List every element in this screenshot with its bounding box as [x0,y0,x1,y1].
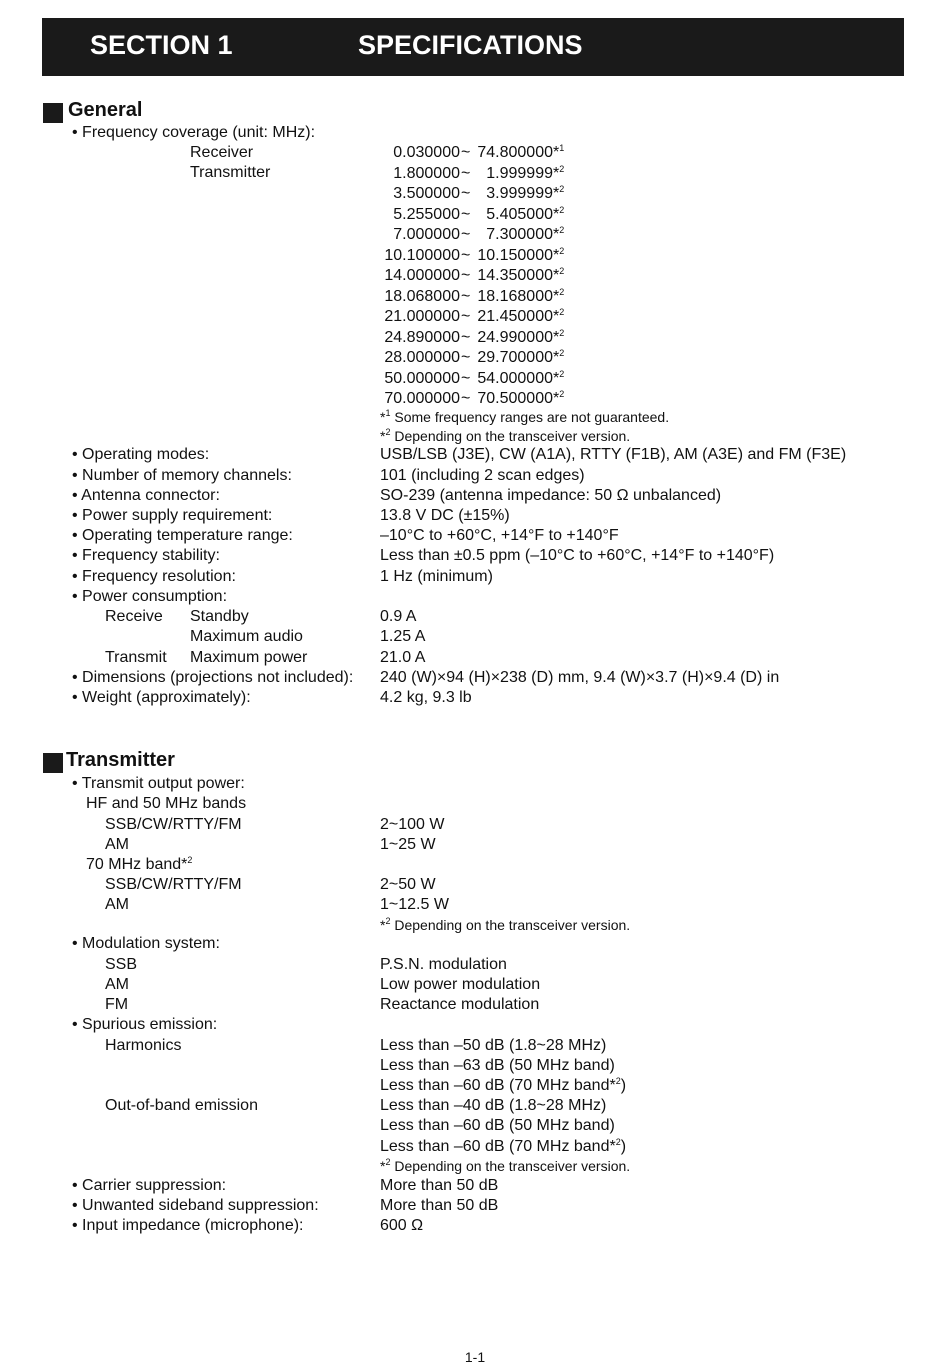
frequency-range-row [380,164,580,184]
range-from: 14.000000 [384,267,460,284]
range-from: 7.000000 [393,226,460,243]
frequency-range-row [380,389,580,409]
harmonics-value: Less than –63 dB (50 MHz band) [380,1057,615,1074]
modulation-value: Low power modulation [380,976,541,993]
note-2-text: Depending on the transceiver version. [394,917,631,933]
range-from: 18.068000 [384,287,460,305]
range-to: 1.999999 [486,164,553,182]
input-impedance-value: 600 Ω [380,1217,424,1234]
tilde: ~ [461,369,471,387]
unwanted-value: More than 50 dB [380,1197,499,1214]
spec-value: –10°C to +60°C, +14°F to +140°F [380,527,619,544]
hf-bands-label: HF and 50 MHz bands [86,795,247,812]
frequency-range-row [380,246,580,266]
footnote-mark: *$^2$ [553,266,565,284]
70mhz-label: 70 MHz band [86,856,182,873]
range-to: 18.168000 [477,287,553,305]
note-2-text: Depending on the transceiver version. [394,1158,631,1174]
mode-label: AM [105,976,129,993]
tilde: ~ [461,205,471,223]
footnote-mark: *$^2$ [553,348,565,366]
mode-label: AM [105,896,129,913]
footnote-mark: *$^2$ [553,225,565,243]
spec-label: • Operating modes: [72,446,210,463]
spec-label: • Number of memory channels: [72,467,292,484]
oob-value: Less than –40 dB (1.8~28 MHz) [380,1097,607,1114]
spec-label: • Frequency stability: [72,547,220,564]
transmitter-heading-text: Transmitter [66,749,175,771]
range-to: 54.000000 [477,369,553,387]
spec-value: SO-239 (antenna impedance: 50 Ω unbalanced) [380,487,722,504]
power-consumption-label: • Power consumption: [72,588,228,605]
footnote-mark: *$^2$ [553,389,565,407]
max-audio-label: Maximum audio [190,628,303,645]
footnote-mark: *$^2$ [553,184,565,202]
range-from: 0.030000 [393,144,460,161]
tilde: ~ [461,349,471,366]
footnote-mark: *$^2$ [553,286,565,305]
range-to: 5.405000 [486,205,553,223]
footnote-mark: *$^2$ [553,163,565,182]
range-from: 28.000000 [384,349,460,366]
tilde: ~ [461,226,471,243]
spec-label: • Antenna connector: [72,487,220,504]
oob-value: Less than –60 dB (70 MHz band [380,1138,610,1155]
tilde: ~ [461,390,471,407]
spec-label: • Frequency resolution: [72,568,236,585]
frequency-range-row [380,307,580,327]
dimensions-value: 240 (W)×94 (H)×238 (D) mm, 9.4 (W)×3.7 (H)×9.4 (D) in [380,669,780,686]
note-2-text: Depending on the transceiver version. [394,428,631,444]
footnote-mark: *$^2$ [553,327,565,346]
spec-value: USB/LSB (J3E), CW (A1A), RTTY (F1B), AM (A3E) and FM (F3E) [380,446,847,463]
mode-label: FM [105,996,129,1013]
oob-label: Out-of-band emission [105,1097,258,1114]
standby-value: 0.9 A [380,608,417,625]
modulation-value: Reactance modulation [380,996,540,1013]
range-to: 14.350000 [477,267,553,284]
range-from: 10.100000 [384,246,460,264]
dimensions-label: • Dimensions (projections not included): [72,669,354,686]
standby-label: Standby [190,608,249,625]
tilde: ~ [461,267,471,284]
tilde: ~ [461,164,471,182]
spec-label: • Power supply requirement: [72,507,273,524]
frequency-range-row [380,328,580,348]
weight-value: 4.2 kg, 9.3 lb [380,689,472,706]
transmit-label: Transmit [105,649,167,666]
range-from: 50.000000 [384,369,460,387]
mode-label: AM [105,836,129,853]
weight-label: • Weight (approximately): [72,689,251,706]
footnote-mark: *$^2$ [553,368,565,387]
footnote-mark: *$^1$ [553,143,565,161]
frequency-range-row [380,266,580,286]
spec-value: 1 Hz (minimum) [380,568,493,585]
range-to: 21.450000 [477,308,553,325]
frequency-range-row [380,287,580,307]
heading-square-icon [43,753,63,773]
max-power-label: Maximum power [190,649,308,666]
output-power-label: • Transmit output power: [72,775,245,792]
range-to: 3.999999 [486,185,553,202]
spurious-label: • Spurious emission: [72,1016,218,1033]
receiver-label: Receiver [190,144,254,161]
frequency-range-row [380,225,580,245]
range-from: 1.800000 [393,164,460,182]
spec-value: Less than ±0.5 ppm (–10°C to +60°C, +14°F to +140°F) [380,547,775,564]
carrier-value: More than 50 dB [380,1177,499,1194]
mode-label: SSB [105,956,138,973]
freq-coverage-label: • Frequency coverage (unit: MHz): [72,124,316,141]
spec-label: • Operating temperature range: [72,527,293,544]
footnote-mark: *$^2$ [553,204,565,223]
harmonics-value: Less than –60 dB (70 MHz band [380,1077,610,1094]
footnote-mark: *$^2$ [553,245,565,264]
unwanted-label: • Unwanted sideband suppression: [72,1197,319,1214]
range-from: 21.000000 [384,308,460,325]
frequency-range-row [380,205,580,225]
harmonics-value: Less than –50 dB (1.8~28 MHz) [380,1037,607,1054]
modulation-value: P.S.N. modulation [380,956,507,973]
spec-value: 101 (including 2 scan edges) [380,467,585,484]
spec-value: 13.8 V DC (±15%) [380,507,510,524]
input-impedance-label: • Input impedance (microphone): [72,1217,304,1234]
heading-square-icon [43,103,63,123]
section-title: SPECIFICATIONS [358,30,583,60]
general-heading-text: General [68,99,143,121]
range-to: 10.150000 [477,246,553,264]
max-audio-value: 1.25 A [380,628,426,645]
max-power-value: 21.0 A [380,649,426,666]
frequency-range-row [380,369,580,389]
note-1-text: Some frequency ranges are not guaranteed. [394,409,670,425]
frequency-range-row [380,348,580,368]
range-to: 29.700000 [477,349,553,366]
range-to: 70.500000 [477,390,553,407]
tilde: ~ [461,246,471,264]
frequency-range-row [380,184,580,204]
tilde: ~ [461,328,471,346]
power-value: 1~25 W [380,836,436,853]
modulation-label: • Modulation system: [72,935,220,952]
tilde: ~ [461,308,471,325]
power-value: 1~12.5 W [380,896,449,913]
range-to: 7.300000 [486,226,553,243]
range-to: 24.990000 [477,328,553,346]
tilde: ~ [461,144,471,161]
power-value: 2~50 W [380,876,436,893]
range-from: 5.255000 [393,205,460,223]
harmonics-label: Harmonics [105,1037,182,1054]
page-number: 1-1 [464,1349,486,1365]
tilde: ~ [461,287,471,305]
frequency-range-row [380,143,580,163]
receive-label: Receive [105,608,163,625]
mode-label: SSB/CW/RTTY/FM [105,816,242,833]
oob-value: Less than –60 dB (50 MHz band) [380,1117,615,1134]
range-from: 24.890000 [384,328,460,346]
section-number: SECTION 1 [90,30,233,60]
range-from: 70.000000 [384,390,460,407]
footnote-mark: *$^2$ [553,307,565,325]
section-header [42,18,904,76]
range-from: 3.500000 [393,185,460,202]
tilde: ~ [461,185,471,202]
carrier-label: • Carrier suppression: [72,1177,227,1194]
range-to: 74.800000 [477,144,553,161]
power-value: 2~100 W [380,816,445,833]
transmitter-label: Transmitter [190,164,271,181]
mode-label: SSB/CW/RTTY/FM [105,876,242,893]
